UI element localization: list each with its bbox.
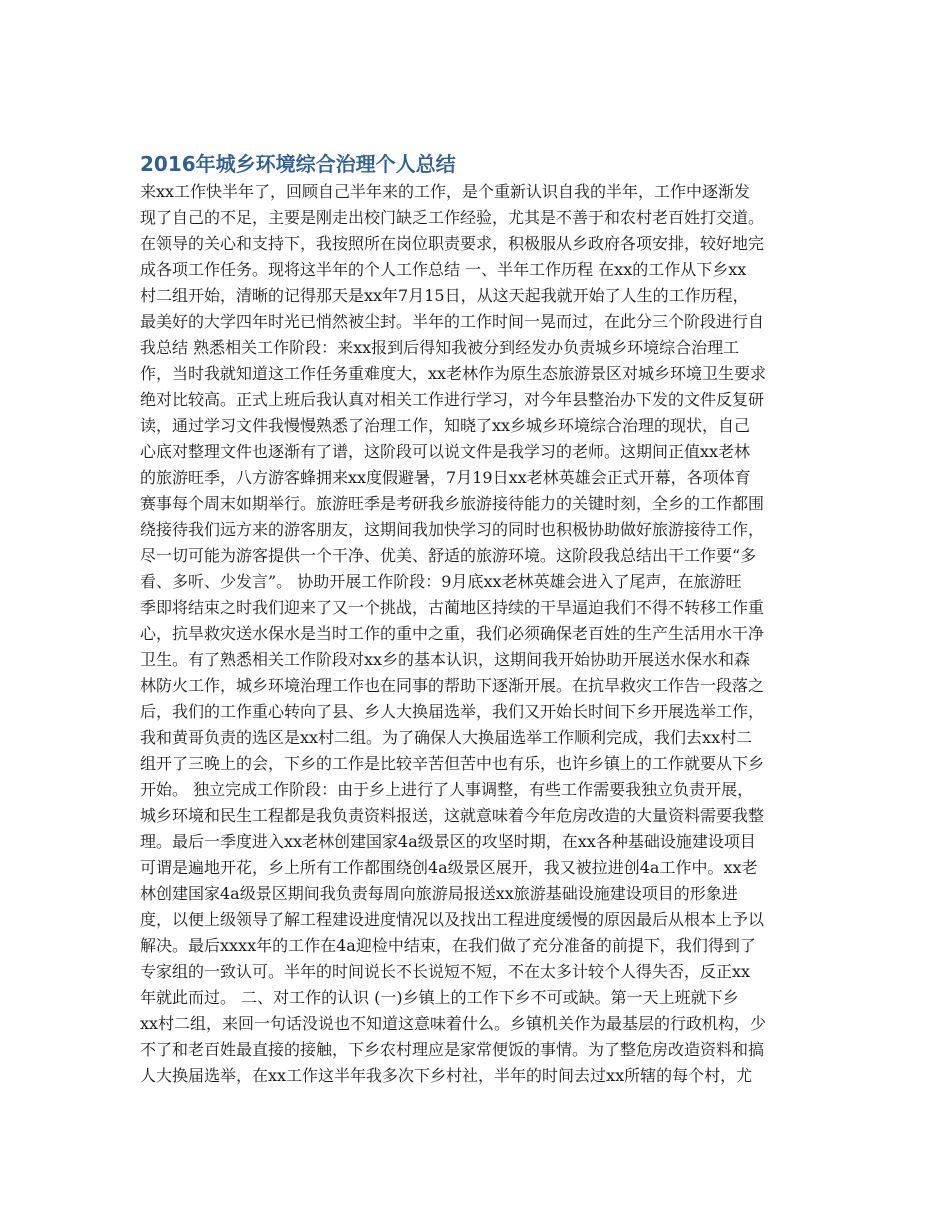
body-line: 不了和老百姓最直接的接触，下乡农村理应是家常便饭的事情。为了整危房改造资料和搞 xyxy=(140,1040,765,1059)
body-line: 绕接待我们远方来的游客朋友，这期间我加快学习的同时也积极协助做好旅游接待工作， xyxy=(140,520,765,539)
body-line: 开始。 独立完成工作阶段：由于乡上进行了人事调整，有些工作需要我独立负责开展， xyxy=(140,780,754,799)
body-line: 人大换届选举，在xx工作这半年我多次下乡村社，半年的时间去过xx所辖的每个村，尤 xyxy=(140,1066,753,1085)
body-line: 年就此而过。 二、对工作的认识 (一)乡镇上的工作下乡不可或缺。第一天上班就下乡 xyxy=(140,988,739,1007)
body-line: 村二组开始，清晰的记得那天是xx年7月15日，从这天起我就开始了人生的工作历程， xyxy=(140,286,749,305)
body-line: 林防火工作，城乡环境治理工作也在同事的帮助下逐渐开展。在抗旱救灾工作告一段落之 xyxy=(140,676,765,695)
document-body xyxy=(140,179,810,1089)
body-line: 的旅游旺季，八方游客蜂拥来xx度假避暑，7月19日xx老林英雄会正式开幕，各项体育 xyxy=(140,468,751,487)
body-line: 成各项工作任务。现将这半年的个人工作总结 一、半年工作历程 在xx的工作从下乡xx xyxy=(140,260,747,279)
body-line: 作，当时我就知道这工作任务重难度大，xx老林作为原生态旅游景区对城乡环境卫生要求 xyxy=(140,364,767,383)
body-line: 绝对比较高。正式上班后我认真对相关工作进行学习，对今年县整治办下发的文件反复研 xyxy=(140,390,765,409)
body-line: 度，以便上级领导了解工程建设进度情况以及找出工程进度缓慢的原因最后从根本上予以 xyxy=(140,910,765,929)
body-line: 读，通过学习文件我慢慢熟悉了治理工作，知晓了xx乡城乡环境综合治理的现状，自己 xyxy=(140,416,751,435)
body-line: 卫生。有了熟悉相关工作阶段对xx乡的基本认识，这期间我开始协助开展送水保水和森 xyxy=(140,650,751,669)
body-line: 心底对整理文件也逐渐有了谱，这阶段可以说文件是我学习的老师。这期间正值xx老林 xyxy=(140,442,751,461)
body-line: 专家组的一致认可。半年的时间说长不长说短不短，不在太多计较个人得失否，反正xx xyxy=(140,962,751,981)
body-line: 我总结 熟悉相关工作阶段：来xx报到后得知我被分到经发办负责城乡环境综合治理工 xyxy=(140,338,740,357)
body-line: 现了自己的不足，主要是刚走出校门缺乏工作经验，尤其是不善于和农村老百姓打交道。 xyxy=(140,208,765,227)
body-line: 解决。最后xxxx年的工作在4a迎检中结束，在我们做了充分准备的前提下，我们得到了 xyxy=(140,936,756,955)
body-line: 来xx工作快半年了，回顾自己半年来的工作，是个重新认识自我的半年，工作中逐渐发 xyxy=(140,182,751,201)
body-line: 心，抗旱救灾送水保水是当时工作的重中之重，我们必须确保老百姓的生产生活用水干净 xyxy=(140,624,765,643)
body-line: 尽一切可能为游客提供一个干净、优美、舒适的旅游环境。这阶段我总结出干工作要“多 xyxy=(140,546,757,565)
body-line: 看、多听、少发言”。 协助开展工作阶段：9月底xx老林英雄会进入了尾声，在旅游旺 xyxy=(140,572,742,591)
body-line: 可谓是遍地开花，乡上所有工作都围绕创4a级景区展开，我又被拉进创4a工作中。xx老 xyxy=(140,858,758,877)
body-line: 组开了三晚上的会，下乡的工作是比较辛苦但苦中也有乐，也许乡镇上的工作就要从下乡 xyxy=(140,754,765,773)
document-title: 2016年城乡环境综合治理个人总结 xyxy=(140,152,456,176)
body-line: 在领导的关心和支持下，我按照所在岗位职责要求，积极服从乡政府各项安排，较好地完 xyxy=(140,234,765,253)
body-line: 赛事每个周末如期举行。旅游旺季是考研我乡旅游接待能力的关键时刻，全乡的工作都围 xyxy=(140,494,765,513)
body-line: 我和黄哥负责的选区是xx村二组。为了确保人大换届选举工作顺利完成，我们去xx村二 xyxy=(140,728,753,747)
body-line: 理。最后一季度进入xx老林创建国家4a级景区的攻坚时期，在xx各种基础设施建设项目 xyxy=(140,832,756,851)
body-line: 后，我们的工作重心转向了县、乡人大换届选举，我们又开始长时间下乡开展选举工作， xyxy=(140,702,765,721)
body-line: 林创建国家4a级景区期间我负责每周向旅游局报送xx旅游基础设施建设项目的形象进 xyxy=(140,884,738,903)
body-line: 季即将结束之时我们迎来了又一个挑战，古蔺地区持续的干旱逼迫我们不得不转移工作重 xyxy=(140,598,765,617)
body-line: xx村二组，来回一句话没说也不知道这意味着什么。乡镇机关作为最基层的行政机构，少 xyxy=(140,1014,767,1033)
body-line: 最美好的大学四年时光已悄然被尘封。半年的工作时间一晃而过，在此分三个阶段进行自 xyxy=(140,312,765,331)
body-line: 城乡环境和民生工程都是我负责资料报送，这就意味着今年危房改造的大量资料需要我整 xyxy=(140,806,765,825)
